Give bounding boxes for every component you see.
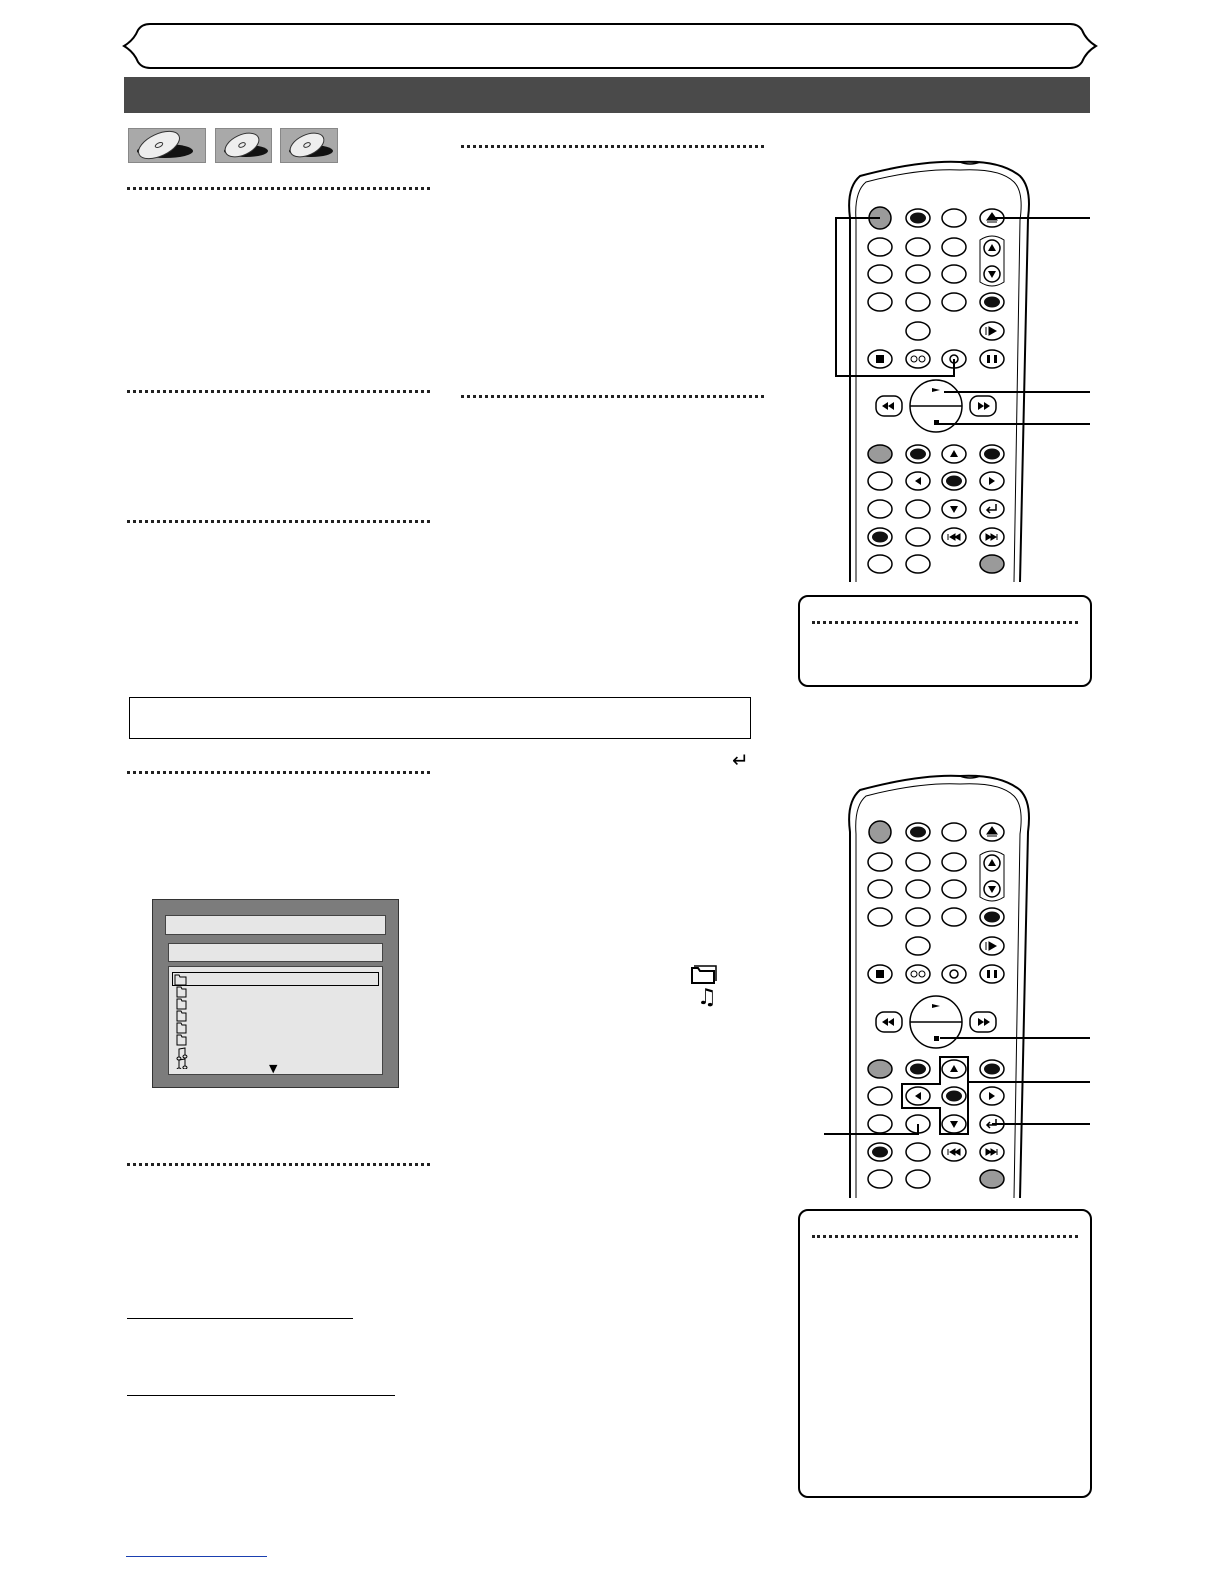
remote-control-diagram-1 <box>820 158 1094 586</box>
osd-selected-row[interactable] <box>172 972 379 986</box>
osd-screen <box>152 899 399 1088</box>
disc-icon <box>281 129 337 162</box>
playback-banner-text <box>130 708 140 728</box>
osd-scroll-down-icon[interactable]: ▼ <box>269 1062 278 1075</box>
playback-banner <box>129 697 751 739</box>
section-divider <box>127 520 430 523</box>
remote-control-diagram-2 <box>820 772 1094 1202</box>
section-divider <box>461 395 764 398</box>
section-divider <box>461 145 764 148</box>
section-title-text <box>124 84 136 106</box>
section-divider <box>127 771 430 774</box>
disc-icon <box>129 129 205 162</box>
enter-icon: ↵ <box>732 748 749 772</box>
hint-divider <box>812 1235 1078 1238</box>
osd-path-bar <box>168 943 383 962</box>
music-note-icon <box>177 1048 187 1060</box>
folder-icon <box>177 1035 186 1045</box>
hint-box-1 <box>798 595 1092 687</box>
disc-badge-3 <box>280 128 338 163</box>
hint-divider <box>812 621 1078 624</box>
hint-box-2 <box>798 1209 1092 1498</box>
osd-title-bar <box>165 915 386 935</box>
section-title-bar <box>124 77 1090 113</box>
osd-item-icons <box>173 973 193 1069</box>
osd-file-list <box>168 966 383 1075</box>
footer-link-underline <box>126 1556 267 1557</box>
folder-icon <box>177 987 186 997</box>
folder-icon <box>177 1011 186 1021</box>
folder-icon <box>175 975 186 985</box>
section-divider <box>127 1163 430 1166</box>
music-note-icon: ♫ <box>697 985 717 1010</box>
music-note-icon <box>177 1059 187 1069</box>
disc-badge-2 <box>215 128 272 163</box>
page-header-text <box>200 30 1020 60</box>
section-divider <box>127 187 430 190</box>
disc-icon <box>216 129 271 162</box>
folder-icon <box>177 999 186 1009</box>
underline-rule <box>127 1395 395 1396</box>
underline-rule <box>127 1318 353 1319</box>
folder-icon <box>177 1023 186 1033</box>
folder-icon <box>690 964 718 986</box>
section-divider <box>127 390 430 393</box>
disc-badge-1 <box>128 128 206 163</box>
